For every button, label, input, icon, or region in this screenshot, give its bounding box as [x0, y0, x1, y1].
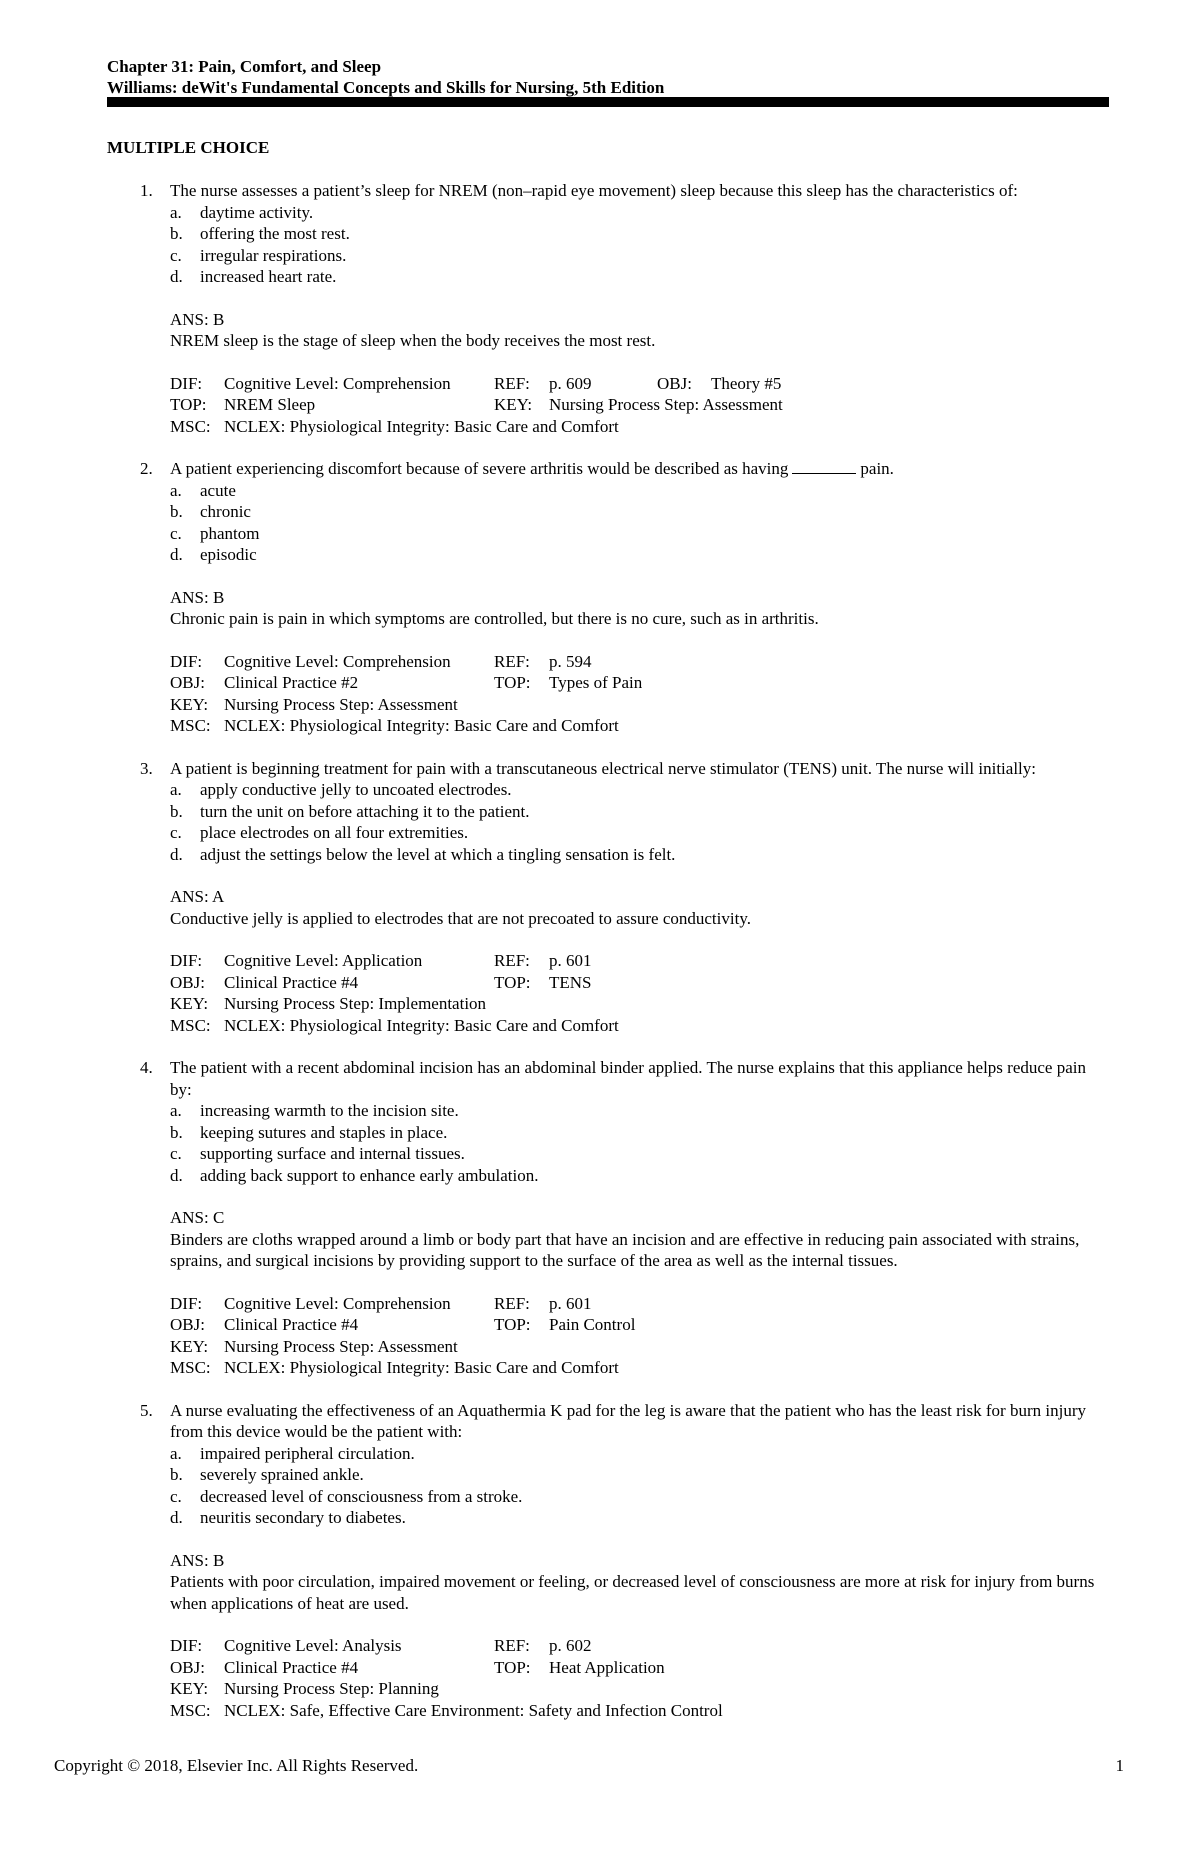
- question-list: [140, 180, 1110, 1742]
- reference: p. 609: [549, 373, 592, 393]
- option-b: b. severely sprained ankle.: [170, 1465, 364, 1484]
- header-rule: [107, 97, 1109, 107]
- document-header: [107, 56, 1107, 98]
- objective: Theory #5: [711, 373, 782, 393]
- answer: ANS: B: [170, 309, 225, 329]
- reference: p. 602: [549, 1636, 592, 1655]
- question-number: 3.: [140, 758, 153, 778]
- option-b: b. keeping sutures and staples in place.: [170, 1122, 448, 1142]
- question-4: [140, 1057, 1110, 1379]
- topic: NREM Sleep: [224, 395, 316, 414]
- answer: ANS: C: [170, 1208, 225, 1227]
- question-stem: A patient experiencing discomfort because of severe arthritis would be described as having pain.: [170, 459, 894, 478]
- answer: ANS: B: [170, 587, 225, 607]
- page-footer: [54, 1756, 1124, 1776]
- option-a: a. daytime activity.: [170, 202, 314, 222]
- option-d: d. neuritis secondary to diabetes.: [170, 1508, 406, 1527]
- key: Nursing Process Step: Implementation: [224, 994, 487, 1013]
- msc: NCLEX: Physiological Integrity: Basic Care and Comfort: [224, 716, 619, 735]
- question-stem: A patient is beginning treatment for pain with a transcutaneous electrical nerve stimulator (TENS) unit. The nurse will initially:: [170, 758, 1036, 778]
- reference: p. 594: [549, 651, 592, 671]
- option-c: c. phantom: [170, 523, 260, 543]
- topic: TENS: [549, 972, 592, 992]
- section-title: MULTIPLE CHOICE: [107, 138, 270, 157]
- msc: NCLEX: Physiological Integrity: Basic Care and Comfort: [224, 416, 619, 436]
- rationale: Chronic pain is pain in which symptoms are controlled, but there is no cure, such as in arthritis.: [170, 609, 819, 628]
- question-1: [140, 180, 1110, 437]
- objective: Clinical Practice #4: [224, 1657, 359, 1677]
- copyright-notice: Copyright © 2018, Elsevier Inc. All Rights Reserved.: [54, 1756, 419, 1775]
- option-c: c. supporting surface and internal tissues.: [170, 1144, 465, 1163]
- question-stem: The patient with a recent abdominal incision has an abdominal binder applied. The nurse explains that this appliance helps reduce pain by:: [170, 1058, 1086, 1099]
- question-metadata: DIF: Cognitive Level: Application REF: p. 601 OBJ: Clinical Practice #4 TOP: TENS KEY: Nursing Process Step: Implementation MSC: NCLEX: Physiological Integrity: Basic Care and Comfort: [170, 951, 619, 1035]
- question-5: [140, 1400, 1110, 1722]
- question-stem: A nurse evaluating the effectiveness of an Aquathermia K pad for the leg is aware that the patient who has the least risk for burn injury from this device would be the patient with:: [170, 1400, 1086, 1441]
- msc: NCLEX: Physiological Integrity: Basic Care and Comfort: [224, 1358, 619, 1377]
- question-stem: The nurse assesses a patient’s sleep for NREM (non–rapid eye movement) sleep because this sleep has the characteristics of:: [170, 181, 1018, 200]
- rationale: Patients with poor circulation, impaired movement or feeling, or decreased level of consciousness are more at risk for injury from burns when applications of heat are used.: [170, 1572, 1095, 1613]
- key: Nursing Process Step: Assessment: [549, 395, 783, 414]
- option-b: b. offering the most rest.: [170, 224, 350, 243]
- topic: Heat Application: [549, 1657, 665, 1677]
- option-c: c. decreased level of consciousness from a stroke.: [170, 1486, 523, 1506]
- option-b: b. turn the unit on before attaching it to the patient.: [170, 801, 530, 821]
- reference: p. 601: [549, 1293, 592, 1313]
- topic: Pain Control: [549, 1315, 636, 1334]
- msc: NCLEX: Physiological Integrity: Basic Care and Comfort: [224, 1015, 619, 1035]
- difficulty: Cognitive Level: Comprehension: [224, 373, 451, 393]
- question-metadata: DIF: Cognitive Level: Analysis REF: p. 602 OBJ: Clinical Practice #4 TOP: Heat Application KEY: Nursing Process Step: Planning MSC: NCLEX: Safe, Effective Care Environment: Safety and Infection Control: [170, 1636, 723, 1720]
- answer-blank: [792, 459, 856, 474]
- difficulty: Cognitive Level: Comprehension: [224, 651, 451, 671]
- msc: NCLEX: Safe, Effective Care Environment: Safety and Infection Control: [224, 1700, 723, 1720]
- option-a: a. apply conductive jelly to uncoated electrodes.: [170, 780, 512, 799]
- rationale: Conductive jelly is applied to electrodes that are not precoated to assure conductivity.: [170, 908, 751, 928]
- question-3: [140, 758, 1110, 1037]
- option-a: a. increasing warmth to the incision site.: [170, 1101, 459, 1120]
- key: Nursing Process Step: Assessment: [224, 1336, 458, 1356]
- option-a: a. impaired peripheral circulation.: [170, 1443, 415, 1463]
- objective: Clinical Practice #4: [224, 1315, 359, 1334]
- reference: p. 601: [549, 951, 592, 970]
- option-c: c. place electrodes on all four extremities.: [170, 823, 469, 842]
- option-d: d. adding back support to enhance early ambulation.: [170, 1165, 539, 1185]
- chapter-title: Chapter 31: Pain, Comfort, and Sleep: [107, 57, 382, 76]
- question-number: 2.: [140, 459, 153, 478]
- option-d: d. adjust the settings below the level at which a tingling sensation is felt.: [170, 844, 676, 864]
- rationale: NREM sleep is the stage of sleep when the body receives the most rest.: [170, 331, 656, 350]
- question-number: 1.: [140, 181, 153, 200]
- option-d: d. episodic: [170, 545, 257, 564]
- difficulty: Cognitive Level: Analysis: [224, 1636, 402, 1655]
- book-title: Williams: deWit's Fundamental Concepts and Skills for Nursing, 5th Edition: [107, 78, 665, 97]
- key: Nursing Process Step: Assessment: [224, 694, 458, 714]
- page-number: 1: [1115, 1756, 1124, 1775]
- option-b: b. chronic: [170, 502, 251, 521]
- question-number: 4.: [140, 1058, 153, 1077]
- option-d: d. increased heart rate.: [170, 267, 337, 286]
- difficulty: Cognitive Level: Comprehension: [224, 1293, 451, 1313]
- question-metadata: DIF: Cognitive Level: Comprehension REF: p. 594 OBJ: Clinical Practice #2 TOP: Types of Pain KEY: Nursing Process Step: Assessment MSC: NCLEX: Physiological Integrity: Basic Care and Comfort: [170, 651, 643, 735]
- answer: ANS: B: [170, 1550, 225, 1570]
- question-number: 5.: [140, 1400, 153, 1420]
- option-a: a. acute: [170, 480, 236, 500]
- rationale: Binders are cloths wrapped around a limb or body part that have an incision and are effective in reducing pain associated with strains, sprains, and surgical incisions by providing support to the surface of the area as well as the internal tissues.: [170, 1229, 1080, 1270]
- answer: ANS: A: [170, 887, 225, 906]
- question-metadata: DIF: Cognitive Level: Comprehension REF: p. 601 OBJ: Clinical Practice #4 TOP: Pain Control KEY: Nursing Process Step: Assessment MSC: NCLEX: Physiological Integrity: Basic Care and Comfort: [170, 1293, 636, 1377]
- objective: Clinical Practice #2: [224, 673, 359, 692]
- question-metadata: DIF: Cognitive Level: Comprehension REF: p. 609 OBJ: Theory #5 TOP: NREM Sleep KEY: Nursing Process Step: Assessment MSC: NCLEX: Physiological Integrity: Basic Care and Comfort: [170, 373, 783, 436]
- key: Nursing Process Step: Planning: [224, 1679, 439, 1698]
- question-2: [140, 458, 1110, 737]
- topic: Types of Pain: [549, 673, 643, 692]
- difficulty: Cognitive Level: Application: [224, 951, 423, 970]
- option-c: c. irregular respirations.: [170, 245, 347, 265]
- objective: Clinical Practice #4: [224, 972, 359, 992]
